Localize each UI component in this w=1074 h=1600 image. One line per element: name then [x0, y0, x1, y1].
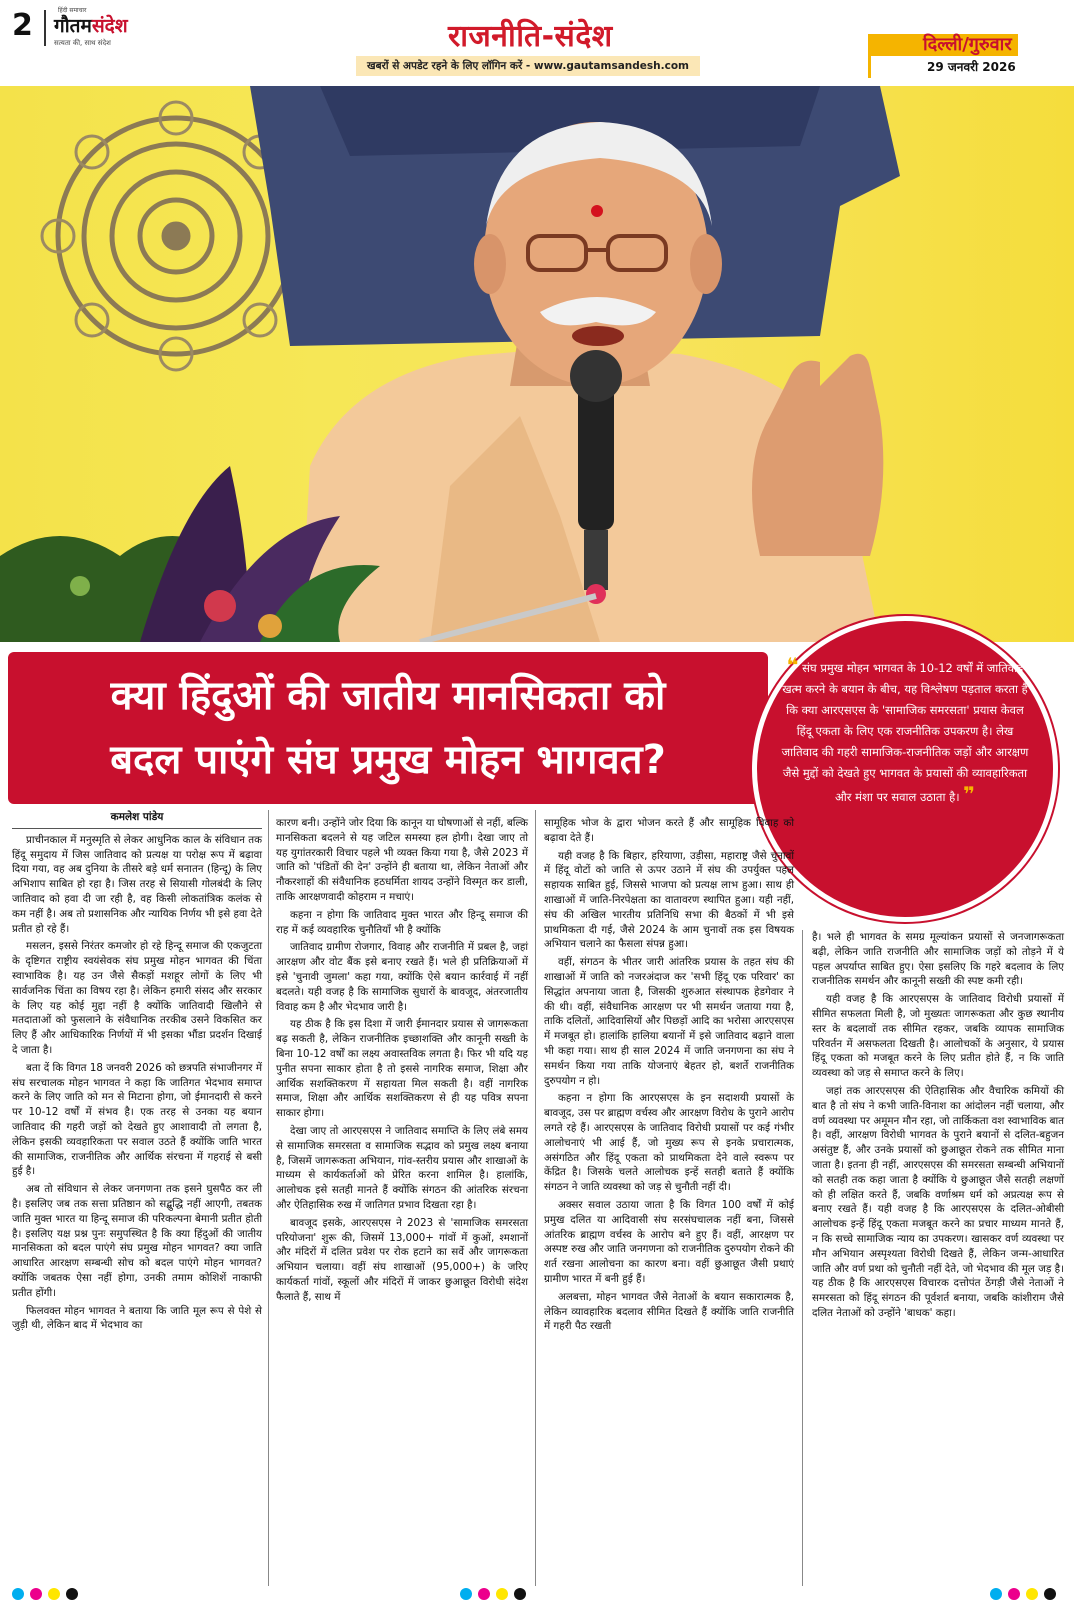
paragraph: यही वजह है कि बिहार, हरियाणा, उड़ीसा, महाराष्ट्र जैसे चुनावों में हिंदू वोटों को जाति से ऊपर उठाने में संघ की उपर्युक्त पहल सहायक साबित हुई, जिससे भाजपा को प्रत्यक्ष लाभ हुआ। साथ ही शाखाओं में जाति-निरपेक्षता का वातावरण स्थापित हुआ। यही नहीं, संघ की अखिल भारतीय प्रतिनिधि सभा की बैठकों में भी इसे प्राथमिकता दी गई, जैसे 2024 के आम चुनावों तक इस विषयक अभियान चलाने का फैसला संपन्न हुआ। — [544, 849, 794, 951]
lead-photo — [0, 86, 1074, 642]
paragraph: कहना न होगा कि आरएसएस के इन सदाशयी प्रयासों के बावजूद, उस पर ब्राह्मण वर्चस्व और आरक्षण विरोध के पुराने आरोप लगते रहे हैं। आरएसएस के जातिवाद विरोधी प्रयासों पर कई गंभीर आलोचनाएं भी आई हैं, जो मुख्य रूप से इनके प्रचारात्मक, असंगठित और हिंदू एकता को प्राथमिकता देने वाले स्वरूप पर केंद्रित है। जिसके चलते आलोचक इन्हें सतही बताते हैं क्योंकि संगठन ने जाति व्यवस्था को जड़ से चुनौती नहीं दी। — [544, 1092, 794, 1194]
paragraph: यही वजह है कि आरएसएस के जातिवाद विरोधी प्रयासों में सीमित सफलता मिली है, जो मुख्यतः जागरूकता और कुछ स्थानीय स्तर के बदलावों तक सीमित रहकर, जबकि व्यापक सामाजिक परिवर्तन में असफलता दिखती है। आलोचकों के अनुसार, ये प्रयास हिंदू एकता को मजबूत करने के लिए प्रतीत होते हैं, न कि जाति व्यवस्था को जड़ से समाप्त करने के लिए। — [812, 993, 1064, 1080]
issue-date: 29 जनवरी 2026 — [927, 60, 1016, 74]
section-title: राजनीति-संदेश — [448, 19, 613, 54]
registration-dot — [514, 1588, 526, 1600]
byline: कमलेश पांडेय — [12, 810, 262, 829]
speaker-photo-illustration — [0, 86, 1074, 642]
website-tagline: खबरों से अपडेट रहने के लिए लॉगिन करें - www.gautamsandesh.com — [356, 56, 700, 76]
article-column-3 — [544, 816, 794, 1588]
registration-dot — [1008, 1588, 1020, 1600]
paragraph: वहीं, संगठन के भीतर जारी आंतरिक प्रयास के तहत संघ की शाखाओं में जाति को नजरअंदाज कर 'सभी हिंदू एक परिवार' का सिद्धांत अपनाया जाता है, जिसकी शुरुआत संस्थापक हेडगेवार ने की थी। वहीं, संवैधानिक आरक्षण पर भी समर्थन जताया गया है, ताकि दलितों, आदिवासियों और पिछड़ों आदि का भरोसा आरएसएस में मजबूत हो। हालांकि हालिया बयानों में इसे जातिवाद बढ़ाने वाला भी कहा गया। साथ ही साल 2024 में जाति जनगणना का संघ ने समर्थन किया गया ताकि योजनाएं बेहतर हो, बशर्ते राजनीतिक दुरुपयोग न हो। — [544, 956, 794, 1087]
registration-dot — [1026, 1588, 1038, 1600]
registration-dot — [66, 1588, 78, 1600]
edition-label: दिल्ली/गुरुवार — [871, 34, 1018, 56]
paragraph: देखा जाए तो आरएसएस ने जातिवाद समाप्ति के लिए लंबे समय से सामाजिक समरसता व सामाजिक सद्भाव को प्रमुख लक्ष्य बनाया है, जिसमें जागरूकता अभियान, गांव-स्तरीय प्रयास और शाखाओं के माध्यम से कार्यकर्ताओं को प्रेरित करना शामिल है। हालांकि, आलोचक इसे सतही मानते हैं क्योंकि संगठन की आंतरिक संरचना और ऐतिहासिक रुख में जातिगत प्रभाव दिखता रहा है। — [276, 1124, 528, 1211]
tilak — [591, 205, 603, 217]
paragraph: जातिवाद ग्रामीण रोजगार, विवाह और राजनीति में प्रबल है, जहां आरक्षण और वोट बैंक इसे बनाए रखते हैं। भले ही प्रतिक्रियाओं में इसे 'चुनावी जुमला' कहा गया, क्योंकि ऐसे बयान कार्रवाई में नहीं बदलते। यही वजह है कि सामाजिक सुधारों के बावजूद, अंतरजातीय विवाह कम है और भेदभाव जारी है। — [276, 941, 528, 1013]
registration-dot — [496, 1588, 508, 1600]
paragraph: यह ठीक है कि इस दिशा में जारी ईमानदार प्रयास से जागरूकता बढ़ सकती है, लेकिन राजनीतिक इच्छाशक्ति और कानूनी सख्ती के बिना 10-12 वर्षों का लक्ष्य अवास्तविक लगता है। फिर भी यदि यह पुनीत सपना साकार होता है तो इससे नागरिक समाज, शिक्षा और आर्थिक सशक्तिकरण में सहायता मिल सकती है। वहीं नागरिक समाज, शिक्षा और आर्थिक सशक्तिकरण से ही यह पवित्र सपना साकार होगा। — [276, 1018, 528, 1120]
page-number: 2 — [12, 8, 33, 43]
registration-dot — [460, 1588, 472, 1600]
headline — [8, 664, 768, 792]
headline-line2: बदल पाएंगे संघ प्रमुख मोहन भागवत? — [110, 737, 666, 783]
jute-mandala-decoration — [58, 118, 294, 354]
paragraph: है। भले ही भागवत के समग्र मूल्यांकन प्रयासों से जनजागरूकता बढ़ी, लेकिन जाति राजनीति और सामाजिक जड़ों को तोड़ने में ये पहल अपर्याप्त साबित हुए। ऐसा इसलिए कि गहरे बदलाव के लिए राजनीतिक समर्थन और कानूनी सख्ती की स्पष्ट कमी रही। — [812, 931, 1064, 988]
registration-dot — [48, 1588, 60, 1600]
masthead-divider — [44, 10, 46, 46]
paragraph: बता दें कि विगत 18 जनवरी 2026 को छत्रपति संभाजीनगर में संघ सरचालक मोहन भागवत ने कहा कि जातिगत भेदभाव समाप्त करने के लिए जाति को मन से मिटाना होगा, जो ईमानदारी से करने पर 10-12 वर्षों में संभव है। एक तरह से उनका यह बयान जातिवाद की गहरी जड़ों को देखते हुए आशावादी तो लगता है, लेकिन इसकी व्यवहारिकता पर सवाल उठते हैं क्योंकि जाति भारत की सामाजिक, राजनीतिक और आर्थिक संरचना में गहराई से बसी हुई है। — [12, 1061, 262, 1178]
registration-dot — [478, 1588, 490, 1600]
logo-tagline: सत्यता की, साथ संदेश — [54, 39, 111, 47]
article-column-2 — [276, 816, 528, 1588]
close-quote-icon: ❞ — [963, 782, 975, 806]
paragraph: अलबत्ता, मोहन भागवत जैसे नेताओं के बयान सकारात्मक है, लेकिन व्यावहारिक बदलाव सीमित दिखते हैं क्योंकि जाति राजनीति में गहरी पैठ रखती — [544, 1290, 794, 1333]
paragraph: सामूहिक भोज के द्वारा भोजन करते हैं और सामूहिक विवाह को बढ़ावा देते हैं। — [544, 817, 794, 844]
headline-box — [8, 652, 768, 804]
column-rule — [268, 810, 269, 1586]
paragraph: अब तो संविधान से लेकर जनगणना तक इसने घुसपैठ कर ली है। इसलिए जब तक सत्ता प्रतिष्ठान को सद्बुद्धि नहीं आएगी, तबतक जाति मुक्त भारत या हिन्दू समाज की परिकल्पना बेमानी प्रतीत होती है। इसलिए यक्ष प्रश्न पुनः समुपस्थित है कि क्या हिंदुओं की जातीय मानसिकता को बदल पाएंगे संघ प्रमुख मोहन भागवत? क्या जाति आधारित आरक्षण सम्बन्धी सोच को बदल पाएंगे मोहन भागवत? क्योंकि जबतक ऐसा नहीं होगा, उनकी तमाम कोशिशें नाकाफी प्रतीत होंगी। — [12, 1183, 262, 1299]
paragraph: फिलवक्त मोहन भागवत ने बताया कि जाति मूल रूप से पेशे से जुड़ी थी, लेकिन बाद में भेदभाव का — [12, 1304, 262, 1332]
article-column-4 — [812, 930, 1064, 1588]
paragraph: जहां तक आरएसएस की ऐतिहासिक और वैचारिक कमियों की बात है तो संघ ने कभी जाति-विनाश का आंदोलन नहीं चलाया, और वर्ण व्यवस्था पर अमूमन मौन रहा, जो तार्किकता वश स्वाभाविक बात है। वहीं, आरक्षण विरोधी भागवत के पुराने बयानों से दलित-बहुजन असंतुष्ट हैं, और उनके प्रयासों को छुआछूत रोकने तक सीमित माना जाता है। इतना ही नहीं, आरएसएस की समरसता सम्बन्धी अभियानों को सतही तक कहा जाता है क्योंकि ये छुआछूत जैसे सतही लक्षणों को ही लक्षित करते हैं, जबकि वर्णाश्रम धर्म को अप्रत्यक्ष रूप से बनाए रखते हैं। यही वजह है कि आरएसएस के दलित-ओबीसी आलोचक इन्हें हिंदू एकता मजबूत करने का प्रचार माध्यम मानते हैं, न कि सच्चे सामाजिक न्याय का उपकरण। खासकर वर्ण व्यवस्था पर मौन अभियान अस्पृश्यता विरोधी दिखते हैं, लेकिन जन्म-आधारित जाति और वर्ण प्रथा को चुनौती नहीं देते, जो भेदभाव की मूल जड़ है। यह ठीक है कि आरएसएस विचारक दत्तोपंत ठेंगड़ी जैसे नेताओं ने समरसता को हिंदू संगठन की पूर्वशर्त बनाया, जबकि कांशीराम जैसे दलित नेताओं को उन्होंने 'बाधक' कहा। — [812, 1084, 1064, 1319]
logo-small-text: हिंदी समाचार — [58, 7, 87, 14]
registration-dot — [1044, 1588, 1056, 1600]
headline-line1: क्या हिंदुओं की जातीय मानसिकता को — [110, 673, 666, 719]
registration-dot — [990, 1588, 1002, 1600]
column-rule — [802, 930, 803, 1586]
registration-dot — [30, 1588, 42, 1600]
pull-quote-body: संघ प्रमुख मोहन भागवत के 10-12 वर्षों में जातिवाद खत्म करने के बयान के बीच, यह विश्लेषण पड़ताल करता है कि क्या आरएसएस के 'सामाजिक समरसता' प्रयास केवल हिंदू एकता के लिए एक राजनीतिक उपकरण है। लेख जातिवाद की गहरी सामाजिक-राजनीतिक जड़ों और आरक्षण जैसे मुद्दों को देखते हुए भागवत के प्रयासों की व्यावहारिकता और मंशा पर सवाल उठाता है। — [781, 661, 1029, 804]
registration-dot — [12, 1588, 24, 1600]
newspaper-logo — [54, 12, 128, 48]
paragraph: बावजूद इसके, आरएसएस ने 2023 से 'सामाजिक समरसता परियोजना' शुरू की, जिसमें 13,000+ गांवों में कुओं, श्मशानों और मंदिरों में दलित प्रवेश पर रोक हटाने का सर्वे और जागरूकता अभियान चलाया। वहीं संघ शाखाओं (95,000+) के जरिए कार्यकर्ता गांवों, स्कूलों और मंदिरों में जाकर छुआछूत विरोधी संदेश फैलाते हैं, साथ में — [276, 1216, 528, 1303]
logo-part1: गौतम — [54, 15, 92, 37]
open-quote-icon: ❝ — [786, 653, 799, 677]
paragraph: कारण बनी। उन्होंने जोर दिया कि कानून या घोषणाओं से नहीं, बल्कि मानसिकता बदलने से यह जटिल समस्या हल होगी। देखा जाए तो यह युगांतरकारी विचार पहले भी व्यक्त किया गया है, जैसे 2023 में जाति को 'पंडितों की देन' उन्होंने ही बताया था, लेकिन नेताओं और नौकरशाहों की संवैधानिक हठधर्मिता शायद उन्होंने विस्मृत कर डाली, ताकि आरक्षणवादी कोहराम न मचाएं। — [276, 817, 528, 903]
paragraph: प्राचीनकाल में मनुस्मृति से लेकर आधुनिक काल के संविधान तक हिंदू समुदाय में जिस जातिवाद को प्रत्यक्ष या परोक्ष रूप में बढ़ावा दिया गया, वह अब दुनिया के तीसरे बड़े धर्म सनातन (हिन्दू) के लिए अभिशाप साबित हो रहा है। जिस तरह से सियासी गोलबंदी के लिए जातिवाद को हवा दी जा रही है, वह किसी लोकतांत्रिक कलंक से कम नहीं है। अब तो प्रशासनिक और न्यायिक निर्णय भी इसे हवा देते प्रतीत हो रहे हैं। — [12, 833, 262, 935]
column-rule — [535, 810, 536, 1586]
pull-quote-text — [779, 655, 1031, 808]
paragraph: मसलन, इससे निरंतर कमजोर हो रहे हिन्दू समाज की एकजुटता के दृष्टिगत राष्ट्रीय स्वयंसेवक संघ प्रमुख मोहन भागवत की चिंता स्वाभाविक है। यह उन जैसे सैकड़ों मशहूर लोगों के लिए भी सार्वजनिक चिंता का विषय रहा है। लेकिन हमारी संसद और सरकार के लिए यह कोई मुद्दा नहीं है क्योंकि जातिवादी खिलौने से मतदाताओं को फुसलाने के संवैधानिक तरकीब उसने विकसित कर लिए हैं और आधिकारिक निर्णयों में भी इसका भौंडा प्रदर्शन दिखाई दे जाता है। — [12, 940, 262, 1056]
logo-part2: संदेश — [91, 15, 128, 37]
masthead — [0, 0, 1074, 82]
print-registration-bar — [0, 1588, 1074, 1600]
dateline — [868, 34, 1018, 78]
paragraph: अक्सर सवाल उठाया जाता है कि विगत 100 वर्षों में कोई प्रमुख दलित या आदिवासी संघ सरसंघचालक नहीं बना, जिससे आंतरिक ब्राह्मण वर्चस्व के आरोप बने हुए हैं। वहीं, आरक्षण पर अस्पष्ट रुख और जाति जनगणना को राजनीतिक दुरुपयोग रोकने की शर्त रखना आलोचना का कारण बना। वहीं छुआछूत जैसी प्रथाएं ग्रामीण भारत में बनी हुई हैं। — [544, 1198, 794, 1285]
paragraph: कहना न होगा कि जातिवाद मुक्त भारत और हिन्दू समाज की राह में कई व्यवहारिक चुनौतियाँ भी है क्योंकि — [276, 908, 528, 936]
article-column-1 — [12, 810, 262, 1588]
pull-quote — [752, 616, 1058, 922]
